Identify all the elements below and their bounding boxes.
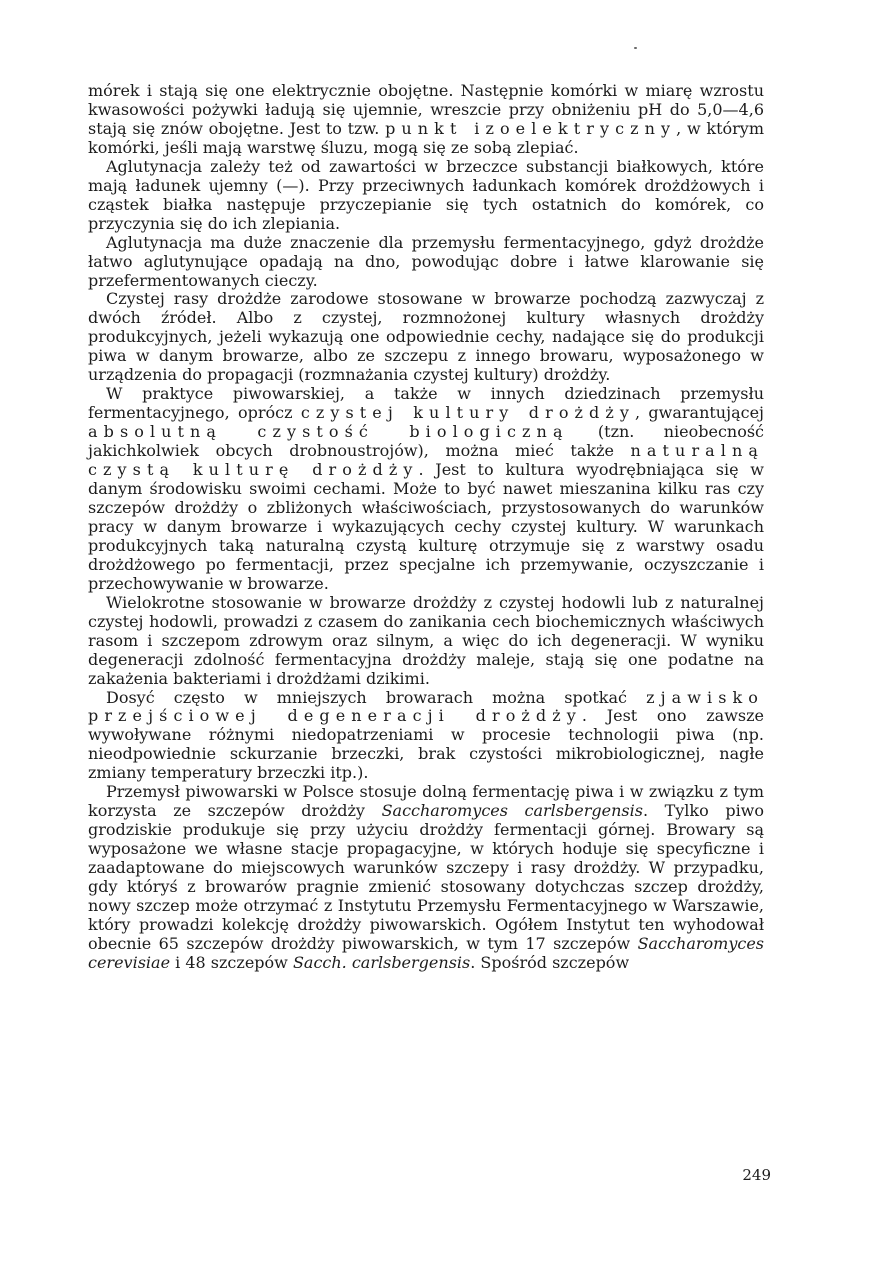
text-run: , w którym komórki, jeśli mają warstwę śluzu, mogą się ze sobą zlepiać.	[88, 118, 764, 157]
paragraph	[88, 594, 764, 689]
text-run: . Jest ono zawsze wywoływane różnymi niedopatrzeniami w procesie technologii piwa (np. nieodpowiednie sckurzanie brzeczki, brak czystości mikrobiologicznej, nagłe zmiany temperatury brzeczki itp.).	[88, 706, 764, 783]
emphasized-term: zjawisko przejściowej degeneracji drożdży	[88, 687, 764, 726]
paper-speck	[634, 47, 637, 49]
text-run: i 48 szczepów	[170, 952, 293, 972]
species-name: Saccharomyces carlsbergensis	[381, 801, 643, 821]
paragraph	[88, 234, 764, 291]
text-run: . Spośród szczepów	[470, 952, 630, 972]
text-run: Czystej rasy drożdże zarodowe stosowane w browarze pochodzą zazwyczaj z dwóch źródeł. Albo z czystej, rozmnożonej kultury własnych drożdży produkcyjnych, jeżeli wykazują one odpowiednie cechy, nadające się do produkcji piwa w danym browarze, albo ze szczepu z innego browaru, wyposażonego w urządzenia do propagacji (rozmnażania czystej kultury) drożdży.	[88, 289, 764, 385]
emphasized-term: czystej kultury drożdży	[300, 403, 635, 423]
text-run: Przemysł piwowarski w Polsce stosuje dolną fermentację piwa i w związku z tym korzysta ze szczepów drożdży	[88, 782, 764, 821]
paragraph	[88, 385, 764, 593]
emphasized-term: absolutną czystość biologiczną	[88, 422, 569, 442]
text-run: Aglutynacja zależy też od zawartości w brzeczce substancji białkowych, które mają ładunek ujemny (—). Przy przeciwnych ładunkach komórek drożdżowych i cząstek białka następuje przyczepianie się tych ostatnich do komórek, co przyczynia się do ich zlepiania.	[88, 156, 764, 233]
text-run: W praktyce piwowarskiej, a także w innych dziedzinach przemysłu fermentacyjnego, oprócz	[88, 384, 764, 423]
species-name: Sacch. carlsbergensis	[292, 952, 471, 972]
text-run: . Jest to kultura wyodrębniająca się w danym środowisku swoimi cechami. Może to być nawet mieszanina kilku ras czy szczepów drożdży o zbliżonych właściwościach, przystosowanych do warunków pracy w danym browarze i wykazujących cechy czystej kultury. W warunkach produkcyjnych taką naturalną czystą kulturę otrzymuje się z warstwy osadu drożdżowego po fermentacji, przez specjalne ich przemywanie, oczyszczanie i przechowywanie w browarze.	[88, 460, 764, 593]
text-run: Aglutynacja ma duże znaczenie dla przemysłu fermentacyjnego, gdyż drożdże łatwo aglutynujące opadają na dno, powodując dobre i łatwe klarowanie się przefermentowanych cieczy.	[88, 232, 764, 290]
text-run: Wielokrotne stosowanie w browarze drożdży z czystej hodowli lub z naturalnej czystej hodowli, prowadzi z czasem do zanikania cech biochemicznych właściwych rasom i szczepom zdrowym oraz silnym, a więc do ich degeneracji. W wyniku degeneracji zdolność fermentacyjna drożdży maleje, stają się one podatne na zakażenia bakteriami i drożdżami dzikimi.	[88, 592, 764, 688]
paragraph	[88, 290, 764, 385]
emphasized-term: naturalną czystą kulturę drożdży	[88, 441, 764, 480]
paragraph	[88, 158, 764, 234]
body-text	[88, 82, 764, 973]
paragraph	[88, 783, 764, 973]
text-run: . Tylko piwo grodziskie produkuje się przy użyciu drożdży fermentacji górnej. Browary są wyposażone we własne stacje propagacyjne, w których hoduje się specyficzne i zaadaptowane do miejscowych warunków szczepy i rasy drożdży. W przypadku, gdy któryś z browarów pragnie zmienić stosowany dotychczas szczep drożdży, nowy szczep może otrzymać z Instytutu Przemysłu Fermentacyjnego w Warszawie, który prowadzi kolekcję drożdży piwowarskich. Ogółem Instytut ten wyhodował obecnie 65 szczepów drożdży piwowarskich, w tym 17 szczepów	[88, 801, 765, 953]
text-run: , gwarantującej	[635, 403, 764, 423]
text-run: (tzn. nieobecność jakichkolwiek obcych drobnoustrojów), można mieć także	[88, 422, 765, 461]
emphasized-term: punkt izoelektryczny	[385, 118, 677, 138]
paragraph	[88, 82, 764, 158]
species-name: Saccharomyces cerevisiae	[88, 933, 764, 972]
text-run: mórek i stają się one elektrycznie obojętne. Następnie komórki w miarę wzrostu kwasowości pożywki ładują się ujemnie, wreszcie przy obniżeniu pH do 5,0—4,6 stają się znów obojętne. Jest to tzw.	[88, 81, 764, 138]
paragraph	[88, 689, 764, 784]
text-run: Dosyć często w mniejszych browarach można spotkać	[106, 687, 647, 707]
page-number: 249	[742, 1166, 771, 1184]
